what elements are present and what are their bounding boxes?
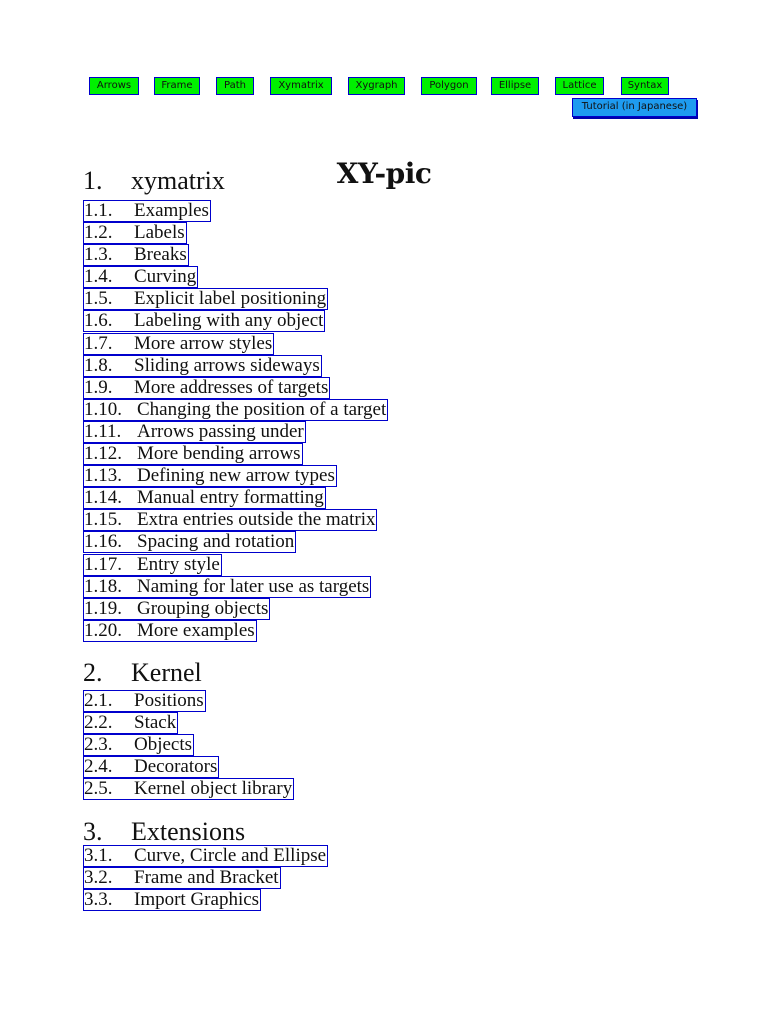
toc-label: Objects [134, 734, 193, 756]
toc-list [83, 845, 328, 911]
list-item [83, 598, 388, 620]
nav-button-polygon[interactable]: Polygon [421, 77, 477, 95]
list-item [83, 756, 294, 778]
list-item [83, 266, 388, 288]
toc-list [83, 200, 388, 642]
toc-label: Defining new arrow types [137, 465, 335, 487]
section-kernel [83, 658, 294, 800]
list-item [83, 288, 388, 310]
toc-link[interactable] [83, 734, 194, 756]
toc-number: 1.19. [84, 597, 122, 619]
toc-number: 3.2. [84, 867, 113, 889]
toc-label: Decorators [134, 756, 218, 778]
list-item [83, 465, 388, 487]
toc-link[interactable] [83, 465, 337, 487]
list-item [83, 867, 328, 889]
toc-label: Spacing and rotation [137, 531, 295, 553]
list-item [83, 712, 294, 734]
toc-label: Kernel object library [134, 778, 293, 800]
toc-number: 1.1. [84, 200, 113, 221]
toc-link[interactable] [83, 712, 178, 734]
toc-label: Sliding arrows sideways [134, 354, 320, 376]
toc-link[interactable] [83, 778, 294, 800]
toc-label: Labels [134, 222, 185, 244]
list-item [83, 377, 388, 399]
list-item [83, 620, 388, 642]
toc-number: 1.5. [84, 288, 113, 310]
toc-number: 2.5. [84, 778, 113, 800]
toc-label: Explicit label positioning [134, 288, 327, 310]
toc-label: More bending arrows [137, 443, 301, 465]
toc-number: 1.13. [84, 465, 122, 487]
toc-number: 1.18. [84, 575, 122, 597]
toc-number: 1.7. [84, 332, 113, 354]
toc-number: 1.8. [84, 354, 113, 376]
list-item [83, 531, 388, 553]
toc-link[interactable] [83, 266, 198, 288]
toc-number: 1.4. [84, 266, 113, 288]
toc-number: 1.17. [84, 553, 122, 575]
toc-link[interactable] [83, 620, 257, 642]
toc-link[interactable] [83, 244, 189, 266]
section-number: 2. [83, 658, 103, 687]
list-item [83, 355, 388, 377]
nav-button-xygraph[interactable]: Xygraph [348, 77, 405, 95]
list-item [83, 690, 294, 712]
section-extensions [83, 817, 328, 911]
toc-number: 1.12. [84, 443, 122, 465]
nav-button-xymatrix[interactable]: Xymatrix [270, 77, 332, 95]
list-item [83, 443, 388, 465]
list-item [83, 509, 388, 531]
toc-number: 1.16. [84, 531, 122, 553]
toc-link[interactable] [83, 690, 206, 712]
toc-link[interactable] [83, 598, 270, 620]
nav-button-syntax[interactable]: Syntax [621, 77, 669, 95]
section-number: 3. [83, 817, 103, 846]
toc-link[interactable] [83, 200, 211, 222]
toc-link[interactable] [83, 399, 388, 421]
list-item [83, 576, 388, 598]
toc-link[interactable] [83, 487, 326, 509]
section-heading [83, 658, 294, 688]
nav-button-frame[interactable]: Frame [154, 77, 200, 95]
toc-label: Curving [134, 266, 197, 288]
toc-label: More addresses of targets [134, 376, 329, 398]
toc-link[interactable] [83, 509, 377, 531]
toc-label: Examples [134, 200, 209, 221]
toc-number: 1.9. [84, 376, 113, 398]
list-item [83, 333, 388, 355]
toc-label: Entry style [137, 553, 220, 575]
toc-label: Manual entry formatting [137, 487, 324, 509]
toc-label: Naming for later use as targets [137, 575, 370, 597]
section-heading [83, 166, 388, 196]
list-item [83, 310, 388, 332]
toc-number: 1.3. [84, 244, 113, 266]
toc-number: 1.14. [84, 487, 122, 509]
list-item [83, 487, 388, 509]
nav-button-tutorial-japanese[interactable]: Tutorial (in Japanese) [572, 98, 697, 117]
list-item [83, 889, 328, 911]
toc-list [83, 690, 294, 800]
toc-link[interactable] [83, 355, 322, 377]
list-item [83, 778, 294, 800]
toc-link[interactable] [83, 377, 330, 399]
nav-button-path[interactable]: Path [216, 77, 254, 95]
page-title: XY-pic [336, 156, 432, 190]
toc-label: Curve, Circle and Ellipse [134, 845, 327, 866]
section-title: Kernel [131, 658, 202, 687]
section-xymatrix [83, 166, 388, 642]
list-item [83, 734, 294, 756]
toc-label: Stack [134, 712, 177, 734]
nav-button-ellipse[interactable]: Ellipse [491, 77, 539, 95]
toc-link[interactable] [83, 531, 296, 553]
list-item [83, 399, 388, 421]
section-title: Extensions [131, 817, 246, 846]
toc-number: 1.20. [84, 619, 122, 641]
toc-link[interactable] [83, 554, 222, 576]
toc-label: Grouping objects [137, 597, 269, 619]
toc-link[interactable] [83, 443, 303, 465]
toc-number: 3.3. [84, 889, 113, 911]
nav-button-arrows[interactable]: Arrows [89, 77, 139, 95]
section-heading [83, 817, 328, 847]
toc-number: 1.15. [84, 509, 122, 531]
toc-link[interactable] [83, 310, 325, 332]
list-item [83, 244, 388, 266]
toc-number: 2.2. [84, 712, 113, 734]
list-item [83, 200, 388, 222]
toc-number: 1.10. [84, 398, 122, 420]
top-navigation [0, 0, 768, 130]
toc-number: 1.2. [84, 222, 113, 244]
toc-link[interactable] [83, 576, 371, 598]
toc-number: 2.3. [84, 734, 113, 756]
list-item [83, 554, 388, 576]
toc-label: Positions [134, 690, 204, 711]
toc-number: 2.4. [84, 756, 113, 778]
toc-number: 2.1. [84, 690, 113, 711]
toc-label: Frame and Bracket [134, 867, 279, 889]
toc-link[interactable] [83, 333, 274, 355]
toc-link[interactable] [83, 889, 261, 911]
toc-link[interactable] [83, 288, 328, 310]
list-item [83, 845, 328, 867]
toc-number: 1.6. [84, 310, 113, 332]
toc-link[interactable] [83, 222, 187, 244]
toc-label: Extra entries outside the matrix [137, 509, 376, 531]
section-number: 1. [83, 166, 103, 195]
toc-label: Breaks [134, 244, 187, 266]
toc-link[interactable] [83, 421, 306, 443]
toc-link[interactable] [83, 756, 219, 778]
toc-label: Changing the position of a target [137, 398, 387, 420]
toc-number: 3.1. [84, 845, 113, 866]
toc-label: Labeling with any object [134, 310, 324, 332]
toc-label: Import Graphics [134, 889, 260, 911]
toc-link[interactable] [83, 867, 281, 889]
toc-label: More arrow styles [134, 332, 273, 354]
toc-number: 1.11. [84, 420, 122, 442]
toc-label: More examples [137, 619, 255, 641]
toc-link[interactable] [83, 845, 328, 867]
section-title: xymatrix [131, 166, 225, 195]
list-item [83, 222, 388, 244]
nav-button-lattice[interactable]: Lattice [555, 77, 604, 95]
list-item [83, 421, 388, 443]
toc-label: Arrows passing under [137, 420, 304, 442]
